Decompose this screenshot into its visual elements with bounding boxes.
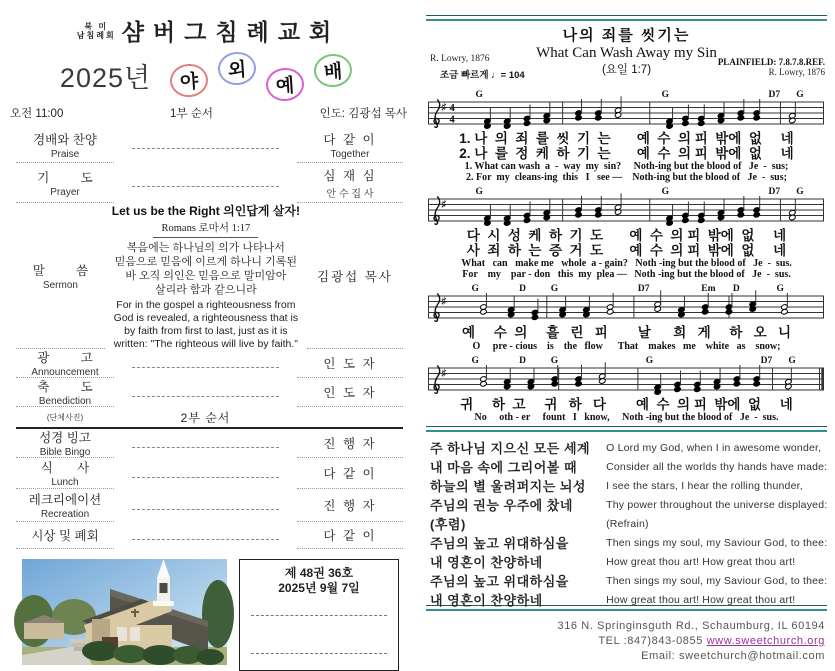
chord-label: D7 [768, 187, 781, 197]
sharp-icon: ♯ [441, 102, 447, 113]
order-assignee [297, 429, 403, 458]
assignee-name: 진 행 자 [323, 437, 377, 451]
music-system [428, 355, 825, 424]
order-assignee [297, 458, 403, 489]
note-head [575, 115, 582, 121]
order-item-korean: 레크리에이션 [28, 493, 102, 507]
dashed-blank-line [132, 395, 279, 397]
chord-label: G [471, 355, 479, 366]
order-item-english: Benediction [38, 396, 92, 407]
service-leader: 인도: 김광섭 목사 [319, 108, 407, 120]
note-head [595, 115, 602, 121]
order-assignee [297, 127, 403, 163]
hymn-lyric-korean: 사 죄 하 는 증 거 도 예 수 의 피 밖에 없 네 [466, 242, 787, 258]
order-item-english: Prayer [50, 186, 80, 198]
music-staff [428, 283, 824, 321]
lyric-line-korean: 내 영혼이 찬양하네 [430, 593, 543, 608]
bulletin-title [0, 55, 417, 98]
hymn-lyric-korean: 1. 나 의 죄 를 씻 기 는 예 수 의 피 밖에 없 네 [459, 131, 794, 146]
note-head [725, 309, 732, 315]
order-row [16, 489, 403, 522]
hymn-title-korean: 나의 죄를 씻기는 [562, 27, 691, 44]
order-fill-cell [114, 458, 297, 489]
church-photo [22, 559, 227, 665]
church-address: 316 N. Springinsguth Rd., Schaumburg, IL 60194 [557, 620, 825, 632]
chord-label: G [788, 355, 796, 366]
music-system [428, 283, 825, 352]
lyric-line-english: How great thou art! How great thou art! [606, 594, 796, 606]
note-head [698, 217, 705, 223]
note-head [607, 309, 614, 315]
assignee-name: 다 같 이 [323, 529, 377, 543]
order-row [16, 127, 403, 163]
church-name: 샴버그침례교회 [121, 19, 341, 45]
lyric-line-korean: 하늘의 별 울려퍼지는 뇌성 [430, 479, 586, 494]
lyrics-english-column [592, 439, 827, 605]
note-head [702, 309, 709, 315]
hymn-header-right [718, 57, 825, 77]
issue-blank-line [251, 614, 387, 616]
circled-char: 외 [217, 50, 257, 86]
denomination-bottom: 남침례회 [76, 30, 116, 40]
sharp-icon: ♯ [441, 199, 447, 210]
church-website-link[interactable]: www.sweetchurch.org [706, 635, 825, 647]
assignee-name: 다 같 이 [323, 132, 377, 147]
order-assignee [297, 378, 403, 407]
order-item-label [16, 378, 114, 407]
dashed-blank-line [132, 185, 279, 187]
order-fill-cell [114, 349, 297, 378]
lyric-line-english: How great thou art! How great thou art! [606, 556, 796, 568]
order-item-korean: 경배와 찬양 [33, 132, 97, 147]
note-head [733, 380, 740, 386]
circled-char: 배 [313, 52, 353, 88]
note-head [781, 309, 788, 315]
lyric-line-english: Then sings my soul, my Saviour God, to thee: [606, 537, 828, 549]
sermon-title: Let us be the Right 의인답게 살자! [111, 203, 300, 218]
dashed-blank-line [132, 366, 279, 368]
order-assignee [297, 349, 403, 378]
note-head [674, 386, 681, 392]
order-part2 [16, 429, 403, 549]
sheet-music [428, 89, 825, 423]
hymn-lyric-korean: 귀 하 고 귀 하 다 예 수 의 피 밖에 없 네 [460, 396, 793, 412]
hymn-lyric-english: No oth - er fount I know, Noth -ing but the blood of Je - sus. [474, 412, 779, 423]
page-hymn [418, 0, 835, 662]
church-contact-footer [418, 619, 825, 664]
chord-label: G [475, 90, 483, 100]
sermon-text-korean: 믿음으로 믿음에 이르게 하나니 기록된 [114, 255, 297, 268]
dashed-blank-line [132, 147, 279, 149]
note-head [682, 217, 689, 223]
lyric-line-korean: 주 하나님 지으신 모든 세계 [430, 441, 591, 456]
order-item-korean: 시상 및 폐회 [31, 529, 99, 543]
order-row [16, 349, 403, 378]
sharp-icon: ♯ [441, 296, 447, 307]
assignee-name: 심 재 심 [323, 168, 377, 183]
chord-label: G [550, 284, 559, 294]
lyric-line-korean: 주님의 높고 위대하심을 [430, 536, 569, 551]
issue-number-box [239, 559, 399, 671]
note-head [523, 120, 530, 126]
lyric-line-english: I see the stars, I hear the rolling thunder, [606, 480, 803, 492]
order-item-english: Sermon [42, 279, 78, 291]
note-head [737, 115, 744, 121]
chord-label: D [519, 355, 526, 366]
order-item-english: Bible Bingo [39, 447, 91, 458]
hymn-author: R. Lowry, 1876 [430, 54, 490, 64]
assignee-name: 다 같 이 [323, 467, 377, 481]
chord-label: G [796, 187, 804, 197]
circled-char: 야 [169, 62, 209, 98]
dashed-blank-line [132, 538, 279, 540]
order-fill-cell [114, 489, 297, 522]
note-head [575, 212, 582, 218]
order-row [16, 522, 403, 549]
lyric-line-korean: 내 영혼이 찬양하네 [430, 555, 543, 570]
denomination-top: 북 미 [84, 21, 109, 31]
order-item-english: Lunch [51, 477, 79, 488]
order-item-korean: 기 도 [37, 170, 93, 185]
assignee-name: 인 도 자 [323, 386, 377, 400]
issue-blank-line [251, 652, 387, 654]
note-head [531, 314, 538, 320]
note-head [595, 212, 602, 218]
order-assignee [307, 203, 403, 349]
hymn-lyric-korean: 예 수 의 흘 린 피 날 희 게 하 오 니 [461, 325, 792, 340]
dashed-blank-line [132, 476, 279, 478]
circled-char: 예 [265, 66, 305, 102]
lyric-line-english: Consider all the worlds thy hands have made: [606, 461, 828, 473]
svg-text:4: 4 [449, 114, 455, 126]
note-head [682, 120, 689, 126]
lyric-line-korean: 주님의 권능 우주에 찼네 [430, 498, 573, 513]
chord-label: G [661, 90, 670, 100]
order-fill-cell [114, 163, 297, 203]
order-of-worship [16, 127, 403, 549]
lyric-line-english: (Refrain) [606, 518, 649, 530]
order-assignee [297, 489, 403, 522]
page-order-of-worship [0, 0, 417, 645]
order-fill-cell [114, 378, 297, 407]
lyric-line-korean: 주님의 높고 위대하심을 [430, 574, 569, 589]
order-item-label [16, 127, 114, 163]
circled-title-chars [165, 58, 357, 98]
order-item-korean: 성경 빙고 [39, 431, 91, 445]
order-row [16, 458, 403, 489]
sermon-text-korean: 바 오직 의인은 믿음으로 말미암아 [125, 269, 287, 282]
chord-label: G [645, 355, 654, 366]
order-item-label [16, 163, 114, 203]
music-system [428, 89, 825, 183]
lyric-line-english: Thy power throughout the universe displayed: [606, 499, 828, 511]
lyrics-korean-column [426, 439, 591, 608]
hymn-lyric-korean: 다 시 성 케 하 기 도 예 수 의 피 밖에 없 네 [466, 228, 787, 243]
service-info-row [10, 105, 407, 121]
order-item-label [16, 429, 114, 458]
hymn-header [428, 45, 825, 87]
order-fill-cell [114, 127, 297, 163]
dashed-blank-line [132, 508, 279, 510]
hymn-composer: R. Lowry, 1876 [768, 67, 825, 77]
order-item-english: Praise [50, 148, 80, 160]
church-phone: TEL :847)843-0855 [598, 635, 703, 647]
hymn-lyric-english: What can make me whole a - gain? Noth -ing but the blood of Je - sus. [461, 258, 792, 269]
order-part1 [16, 127, 403, 407]
part2-title: 2부 순서 [180, 410, 231, 425]
order-item-label [16, 522, 114, 549]
music-staff [428, 89, 824, 127]
church-tel-line [418, 634, 825, 649]
chord-label: G [471, 284, 479, 294]
hymn-lyric-english: 1. What can wash a - way my sin? Noth-ing but the blood of Je - sus; [464, 161, 789, 172]
hymn-tempo: 조금 빠르게 ♩= 104 [440, 70, 525, 81]
note-head [694, 386, 701, 392]
order-fill-cell [114, 522, 297, 549]
chord-label: G [796, 90, 804, 100]
issue-date: 2025년 9월 7일 [278, 581, 360, 595]
order-item-label [16, 458, 114, 489]
hymn-tune-name: PLAINFIELD: 7.8.7.8.REF. [717, 57, 825, 67]
hymn-title-english: What Can Wash Away my Sin [536, 45, 717, 61]
hymn-lyric-korean: 2. 나 를 정 케 하 기 는 예 수 의 피 밖에 없 네 [459, 145, 794, 161]
denomination-label [77, 22, 116, 40]
music-staff [428, 355, 824, 393]
church-logo [0, 14, 417, 47]
sermon-scripture-ref: Romans 로마서 1:17 [153, 219, 258, 238]
hymn-lyric-english: For my par - don this my plea — Noth -ing but the blood of Je - sus. [462, 269, 791, 280]
assignee-name: 진 행 자 [323, 499, 377, 513]
note-head [551, 380, 558, 386]
sermon-text-korean: 복음에는 하나님의 의가 나타나서 [126, 241, 285, 254]
order-item-english: Announcement [31, 367, 99, 378]
order-row [16, 203, 403, 349]
svg-text:4: 4 [449, 103, 455, 114]
second-hymn-lyrics [426, 432, 828, 608]
lyric-line-english: O Lord my God, when I in awesome wonder, [606, 442, 822, 454]
chord-label: Em [701, 284, 716, 294]
music-system [428, 186, 825, 280]
note-head [753, 212, 760, 218]
year-label: 2025년 [59, 62, 152, 93]
note-head [523, 217, 530, 223]
note-head [737, 212, 744, 218]
church-email: Email: sweetchurch@hotmail.com [641, 650, 825, 662]
note-head [575, 380, 582, 386]
chord-label: G [776, 284, 784, 294]
top-rule [426, 15, 827, 21]
sermon-block [105, 203, 307, 349]
chord-label: G [475, 187, 483, 197]
order-item-label [16, 349, 114, 378]
chord-label: D7 [768, 90, 781, 100]
order-item-korean: 말 씀 [32, 263, 89, 278]
note-head [480, 380, 487, 386]
group-photo-note: (단체사진) [46, 412, 84, 422]
dashed-blank-line [132, 446, 279, 448]
sermon-text-korean: 살리라 함과 같으니라 [155, 283, 257, 296]
order-item-korean: 축 도 [37, 380, 93, 394]
sharp-icon: ♯ [441, 367, 447, 379]
note-head [698, 120, 705, 126]
assignee-title: Together [330, 148, 370, 160]
sermon-text-english: For in the gospel a righteousness from God is revealed, a righteousness that is by faith from first to last, just as it is written: "The righteous will live by faith." [113, 298, 299, 350]
order-row [16, 378, 403, 407]
issue-volume: 제 48권 36호 [284, 566, 354, 580]
order-assignee [297, 163, 403, 203]
note-head [753, 380, 760, 386]
order-item-label [16, 489, 114, 522]
assignee-name: 인 도 자 [323, 357, 377, 371]
order-item-korean: 광 고 [37, 351, 93, 365]
chord-label: D7 [637, 284, 650, 294]
assignee-title: 안 수 집 사 [326, 188, 374, 200]
music-staff [428, 186, 824, 224]
chord-label: D [732, 284, 740, 294]
order-row [16, 429, 403, 458]
hymn-header-left [430, 54, 525, 81]
left-page-bottom [22, 559, 403, 671]
chord-label: G [661, 187, 670, 197]
hymn-lyric-english: O pre - cious is the flow That makes me white as snow; [472, 340, 781, 352]
order-row [16, 163, 403, 203]
order-item-english: Recreation [40, 509, 90, 520]
lyric-line-korean: 내 마음 속에 그리어볼 때 [430, 460, 578, 475]
order-fill-cell [114, 429, 297, 458]
note-head [753, 115, 760, 121]
order-item-label [16, 203, 105, 349]
lyric-line-korean: (후렴) [430, 517, 466, 532]
order-item-korean: 식 사 [40, 461, 90, 475]
order-assignee [297, 522, 403, 549]
chord-label: G [550, 355, 559, 366]
assignee-name: 김광섭 목사 [317, 269, 393, 284]
hymn-scripture-ref: (요일 1:7) [601, 64, 652, 76]
service-time: 오전 11:00 [10, 108, 64, 120]
hymn-lyric-english: 2. For my cleans-ing this I see — Noth-ing but the blood of Je - sus; [466, 172, 787, 183]
chord-label: D [519, 284, 526, 294]
service-part-label: 1부 순서 [170, 108, 213, 120]
chord-label: D7 [760, 355, 773, 366]
note-head [480, 309, 487, 315]
lyric-line-english: Then sings my soul, my Saviour God, to thee: [606, 575, 828, 587]
part2-header-row [16, 407, 403, 429]
